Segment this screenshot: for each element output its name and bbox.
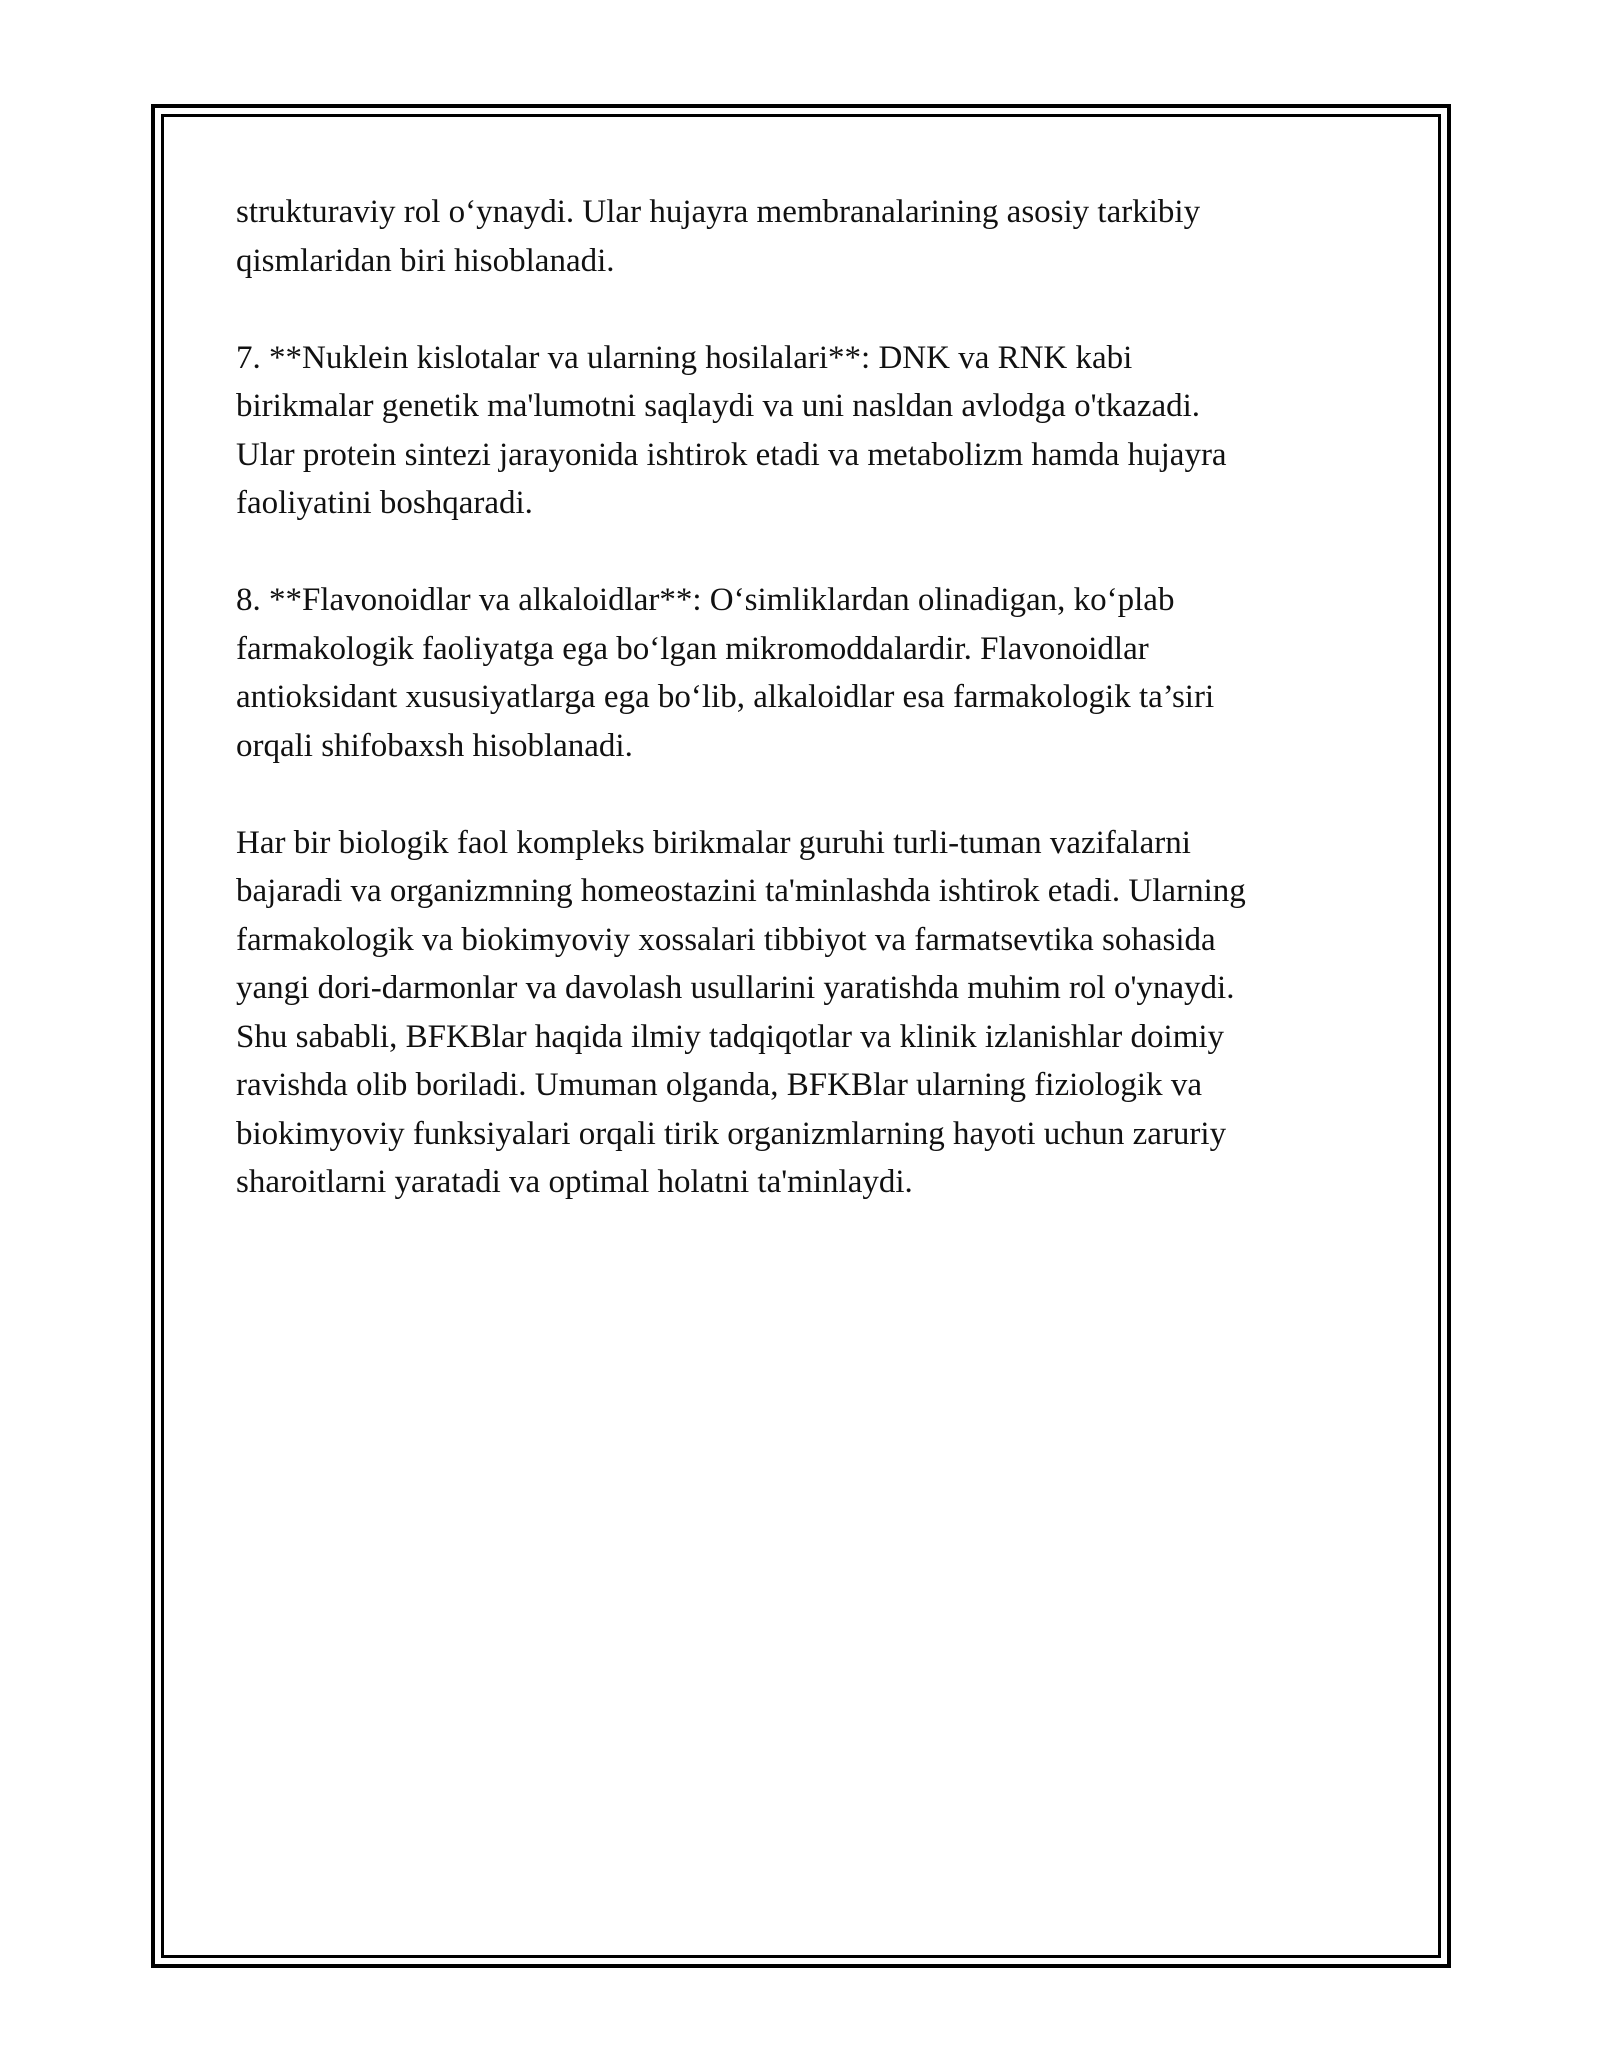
text-line: yangi dori-darmonlar va davolash usullarini yaratishda muhim rol o'ynaydi.	[236, 970, 1235, 1006]
text-line: farmakologik faoliyatga ega bo‘lgan mikromoddalardir. Flavonoidlar	[236, 630, 1149, 667]
text-line: birikmalar genetik ma'lumotni saqlaydi va uni nasldan avlodga o'tkazadi.	[236, 388, 1201, 424]
text-line: Ular protein sintezi jarayonida ishtirok etadi va metabolizm hamda hujayra	[236, 436, 1227, 473]
text-line: sharoitlarni yaratadi va optimal holatni ta'minlaydi.	[236, 1164, 913, 1200]
paragraph-flavonoids	[236, 576, 1366, 770]
text-line: antioksidant xususiyatlarga ega bo‘lib, alkaloidlar esa farmakologik ta’siri	[236, 679, 1215, 715]
paragraph-nucleic-acids	[236, 334, 1366, 528]
text-line: orqali shifobaxsh hisoblanadi.	[236, 727, 633, 764]
text-line: biokimyoviy funksiyalari orqali tirik organizmlarning hayoti uchun zaruriy	[236, 1115, 1227, 1152]
text-line: strukturaviy rol o‘ynaydi. Ular hujayra membranalarining asosiy tarkibiy	[236, 194, 1201, 230]
document-body	[236, 188, 1366, 1255]
paragraph-structural-role	[236, 188, 1366, 285]
text-line: faoliyatini boshqaradi.	[236, 485, 533, 521]
text-line: Shu sababli, BFKBlar haqida ilmiy tadqiqotlar va klinik izlanishlar doimiy	[236, 1018, 1225, 1055]
text-line: 8. **Flavonoidlar va alkaloidlar**: O‘simliklardan olinadigan, ko‘plab	[236, 582, 1175, 618]
paragraph-conclusion	[236, 819, 1366, 1207]
text-line: farmakologik va biokimyoviy xossalari tibbiyot va farmatsevtika sohasida	[236, 921, 1216, 958]
text-line: qismlaridan biri hisoblanadi.	[236, 242, 615, 279]
text-line: bajaradi va organizmning homeostazini ta'minlashda ishtirok etadi. Ularning	[236, 873, 1246, 909]
text-line: Har bir biologik faol kompleks birikmalar guruhi turli-tuman vazifalarni	[236, 824, 1191, 861]
text-line: ravishda olib boriladi. Umuman olganda, BFKBlar ularning fiziologik va	[236, 1067, 1202, 1103]
text-line: 7. **Nuklein kislotalar va ularning hosilalari**: DNK va RNK kabi	[236, 339, 1133, 376]
